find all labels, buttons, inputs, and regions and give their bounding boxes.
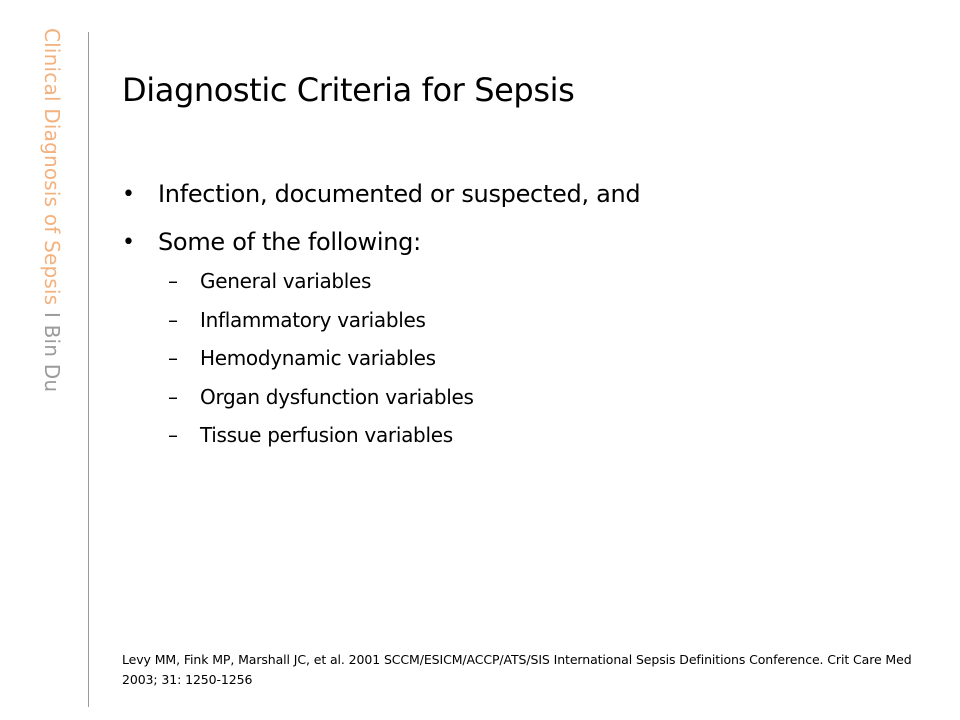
vertical-divider — [88, 32, 89, 707]
bullet-item — [122, 172, 640, 216]
sidebar-title-topic: Clinical Diagnosis of Sepsis — [40, 28, 64, 306]
sidebar-title-separator: I — [40, 305, 64, 325]
sidebar-title-author: Bin Du — [40, 324, 64, 393]
sub-bullet-text: Organ dysfunction variables — [200, 384, 474, 409]
bullet-text: Some of the following: — [158, 228, 421, 256]
sub-bullet-text: General variables — [200, 269, 372, 294]
dash-marker: – — [168, 346, 178, 371]
slide-title: Diagnostic Criteria for Sepsis — [122, 71, 575, 109]
dash-marker: – — [168, 269, 178, 294]
sub-bullet-item — [168, 339, 474, 378]
sub-bullet-text: Hemodynamic variables — [200, 346, 436, 371]
reference-citation: Levy MM, Fink MP, Marshall JC, et al. 2001 SCCM/ESICM/ACCP/ATS/SIS International Sepsis Definitions Conference. Crit Care Med 2003; 31: 1250-1256 — [122, 652, 912, 687]
bullet-item — [122, 220, 640, 264]
sub-bullet-list — [168, 262, 474, 455]
bullet-text: Infection, documented or suspected, and — [158, 180, 641, 208]
bullet-marker: • — [122, 229, 135, 255]
sub-bullet-item — [168, 378, 474, 417]
dash-marker: – — [168, 423, 178, 448]
sub-bullet-item — [168, 416, 474, 455]
sub-bullet-item — [168, 262, 474, 301]
bullet-list — [122, 172, 640, 268]
dash-marker: – — [168, 307, 178, 332]
bullet-marker: • — [122, 181, 135, 207]
sidebar-title — [40, 28, 64, 392]
sub-bullet-text: Tissue perfusion variables — [200, 423, 453, 448]
dash-marker: – — [168, 384, 178, 409]
sub-bullet-item — [168, 301, 474, 340]
sub-bullet-text: Inflammatory variables — [200, 307, 426, 332]
